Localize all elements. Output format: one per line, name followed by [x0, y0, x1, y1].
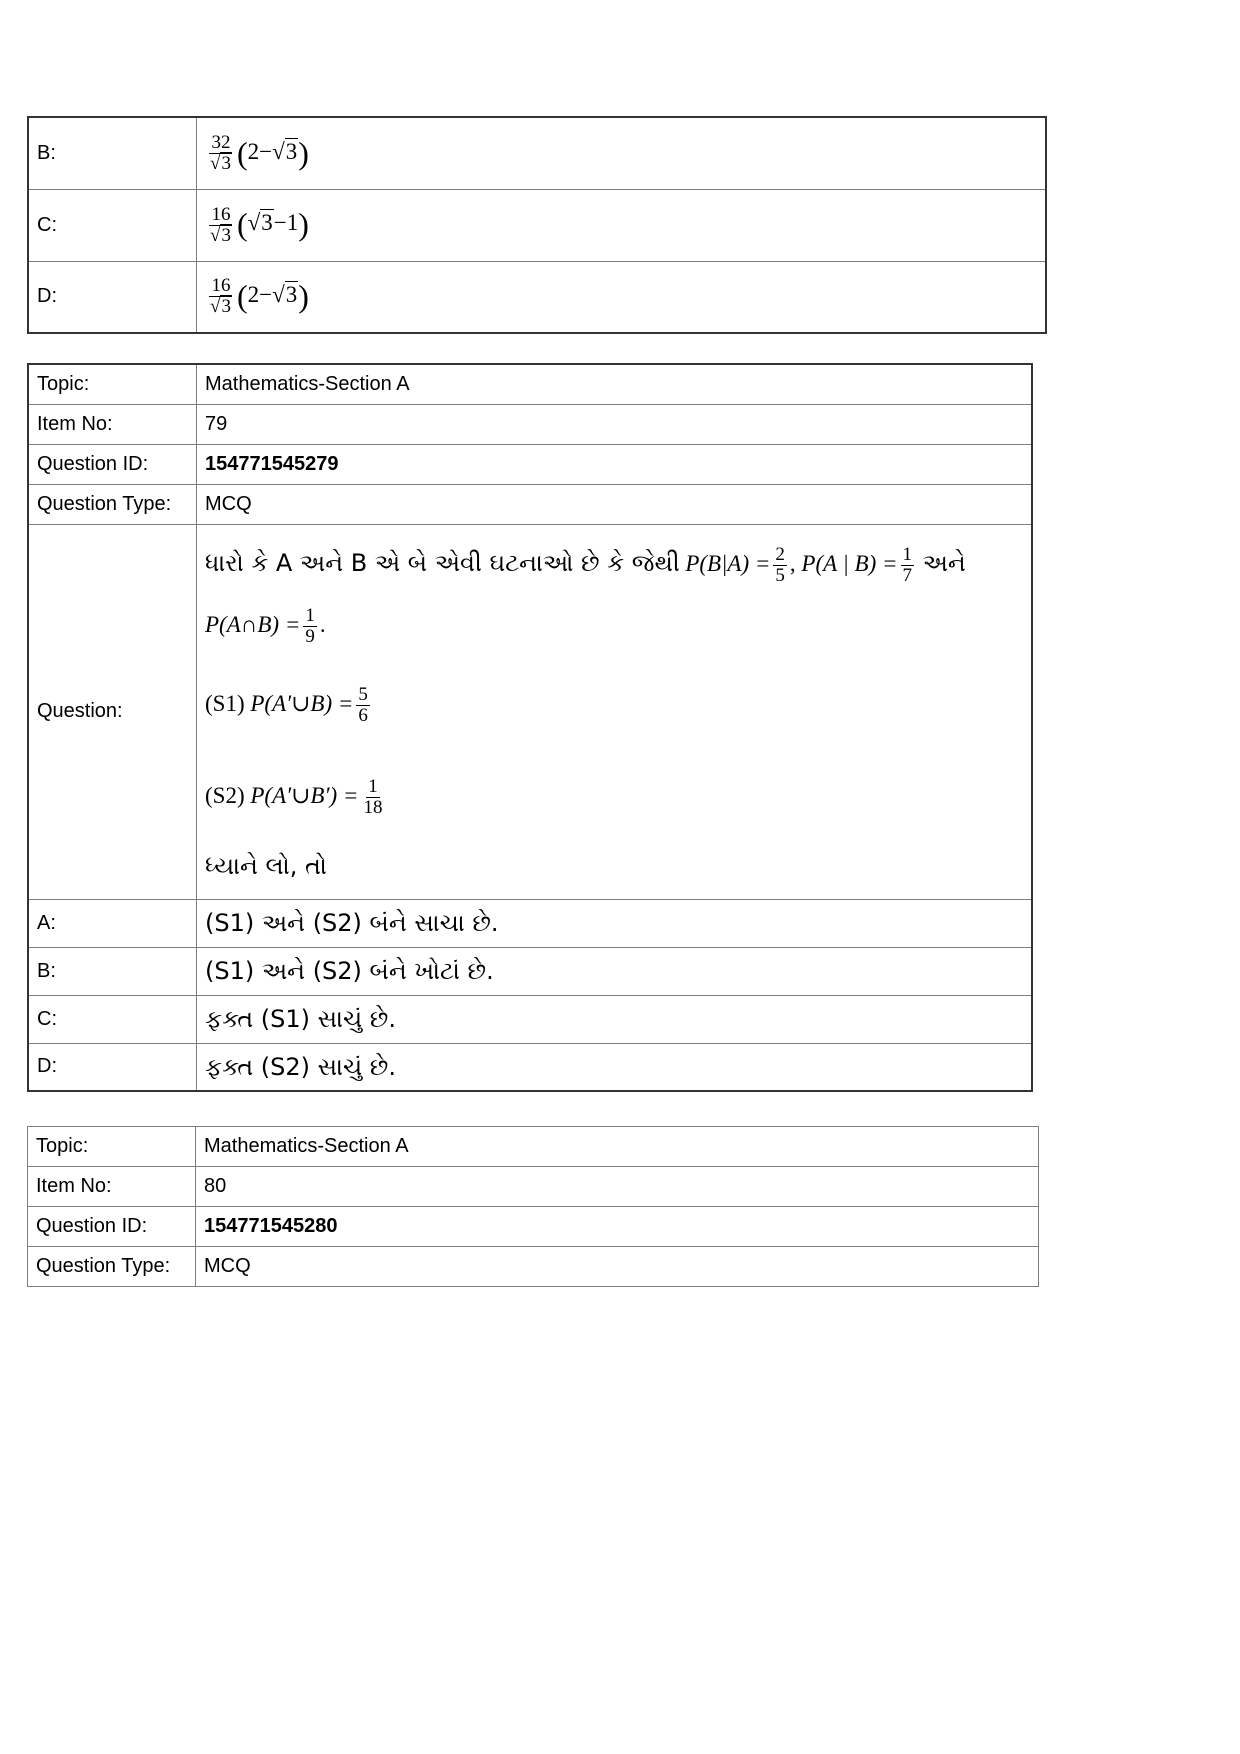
- term-left: 2: [247, 282, 260, 308]
- comma: ,: [789, 551, 796, 576]
- item-row: [28, 404, 1032, 444]
- question-closing: ધ્યાને લો, તો: [205, 852, 327, 880]
- s2-num: 1: [368, 776, 378, 798]
- s1-num: 5: [358, 684, 368, 706]
- frac2-den: 7: [902, 565, 913, 587]
- s2-den: 18: [363, 797, 383, 819]
- option-label: B:: [28, 947, 197, 995]
- frac1-num: 2: [775, 544, 785, 566]
- frac3-num: 1: [305, 605, 315, 627]
- term-left: 2: [247, 138, 260, 164]
- coef-den: 3: [221, 296, 231, 318]
- frac2-num: 1: [902, 544, 913, 566]
- question-id-row: [28, 444, 1032, 484]
- question-type-label: Question Type:: [28, 1247, 196, 1287]
- topic-value: Mathematics-Section A: [197, 364, 1033, 404]
- question-id-row: [28, 1207, 1039, 1247]
- frac1-den: 5: [775, 565, 785, 587]
- option-text: ફક્ત (S2) સાચું છે.: [197, 1043, 1033, 1091]
- item-value: 80: [196, 1167, 1039, 1207]
- coef-num: 16: [211, 275, 231, 297]
- option-label: C:: [28, 189, 197, 261]
- topic-label: Topic:: [28, 1127, 196, 1167]
- option-row-c: [28, 189, 1046, 261]
- and-word: અને: [922, 549, 966, 577]
- p-a-given-b: P(A | B) =: [801, 551, 898, 576]
- option-label: A:: [28, 899, 197, 947]
- option-text: (S1) અને (S2) બંને સાચા છે.: [197, 899, 1033, 947]
- option-row: [28, 1043, 1032, 1091]
- option-label: D:: [28, 261, 197, 333]
- s1-label: (S1): [205, 691, 245, 716]
- coef-num: 32: [211, 131, 231, 153]
- term-right: 3: [285, 282, 298, 308]
- option-text: ફક્ત (S1) સાચું છે.: [197, 995, 1033, 1043]
- period: .: [319, 612, 326, 637]
- question-79-table: [27, 363, 1033, 1092]
- question-intro: ધારો કે A અને B એ બે એવી ઘટનાઓ છે કે જેથી: [205, 549, 680, 577]
- question-type-value: MCQ: [196, 1247, 1039, 1287]
- option-b-formula: $\frac{32}{√3}$ (2−√3): [197, 117, 1047, 189]
- topic-label: Topic:: [28, 364, 197, 404]
- question-row: [28, 524, 1032, 899]
- term-right: 3: [285, 138, 298, 164]
- option-text: (S1) અને (S2) બંને ખોટાં છે.: [197, 947, 1033, 995]
- term-left: 3: [261, 210, 273, 236]
- s1-expression: P(A′∪B) =: [250, 691, 354, 716]
- operator: −: [259, 138, 273, 164]
- topic-value: Mathematics-Section A: [196, 1127, 1039, 1167]
- question-id-value: 154771545280: [196, 1207, 1039, 1247]
- question-type-row: [28, 484, 1032, 524]
- p-a-and-b: P(A∩B) =: [205, 612, 301, 637]
- s2-expression: P(A′∪B′) =: [250, 783, 359, 808]
- p-b-given-a: P(B|A) =: [685, 551, 771, 576]
- question-type-row: [28, 1247, 1039, 1287]
- item-label: Item No:: [28, 1167, 196, 1207]
- item-value: 79: [197, 404, 1033, 444]
- s2-label: (S2): [205, 783, 245, 808]
- option-row-d: [28, 261, 1046, 333]
- question-80-table: [27, 1126, 1039, 1287]
- option-label: C:: [28, 995, 197, 1043]
- operator: −: [273, 210, 287, 236]
- question-id-label: Question ID:: [28, 1207, 196, 1247]
- option-c-formula: $\frac{16}{√3}$ (√3−1): [197, 189, 1047, 261]
- question-id-label: Question ID:: [28, 444, 197, 484]
- question-label: Question:: [28, 524, 197, 899]
- topic-row: [28, 1127, 1039, 1167]
- item-row: [28, 1167, 1039, 1207]
- s1-den: 6: [358, 705, 368, 727]
- question-body: [197, 524, 1033, 899]
- frac3-den: 9: [305, 626, 315, 648]
- question-type-value: MCQ: [197, 484, 1033, 524]
- option-row-b: [28, 117, 1046, 189]
- coef-den: 3: [221, 152, 231, 174]
- option-d-formula: $\frac{16}{√3}$ (2−√3): [197, 261, 1047, 333]
- question-id-value: 154771545279: [197, 444, 1033, 484]
- topic-row: [28, 364, 1032, 404]
- question-type-label: Question Type:: [28, 484, 197, 524]
- operator: −: [259, 282, 273, 308]
- term-right: 1: [286, 210, 299, 236]
- option-label: D:: [28, 1043, 197, 1091]
- coef-den: 3: [221, 224, 231, 246]
- prev-options-table: [27, 116, 1047, 334]
- coef-num: 16: [211, 203, 231, 225]
- item-label: Item No:: [28, 404, 197, 444]
- option-row: [28, 995, 1032, 1043]
- option-row: [28, 899, 1032, 947]
- option-label: B:: [28, 117, 197, 189]
- option-row: [28, 947, 1032, 995]
